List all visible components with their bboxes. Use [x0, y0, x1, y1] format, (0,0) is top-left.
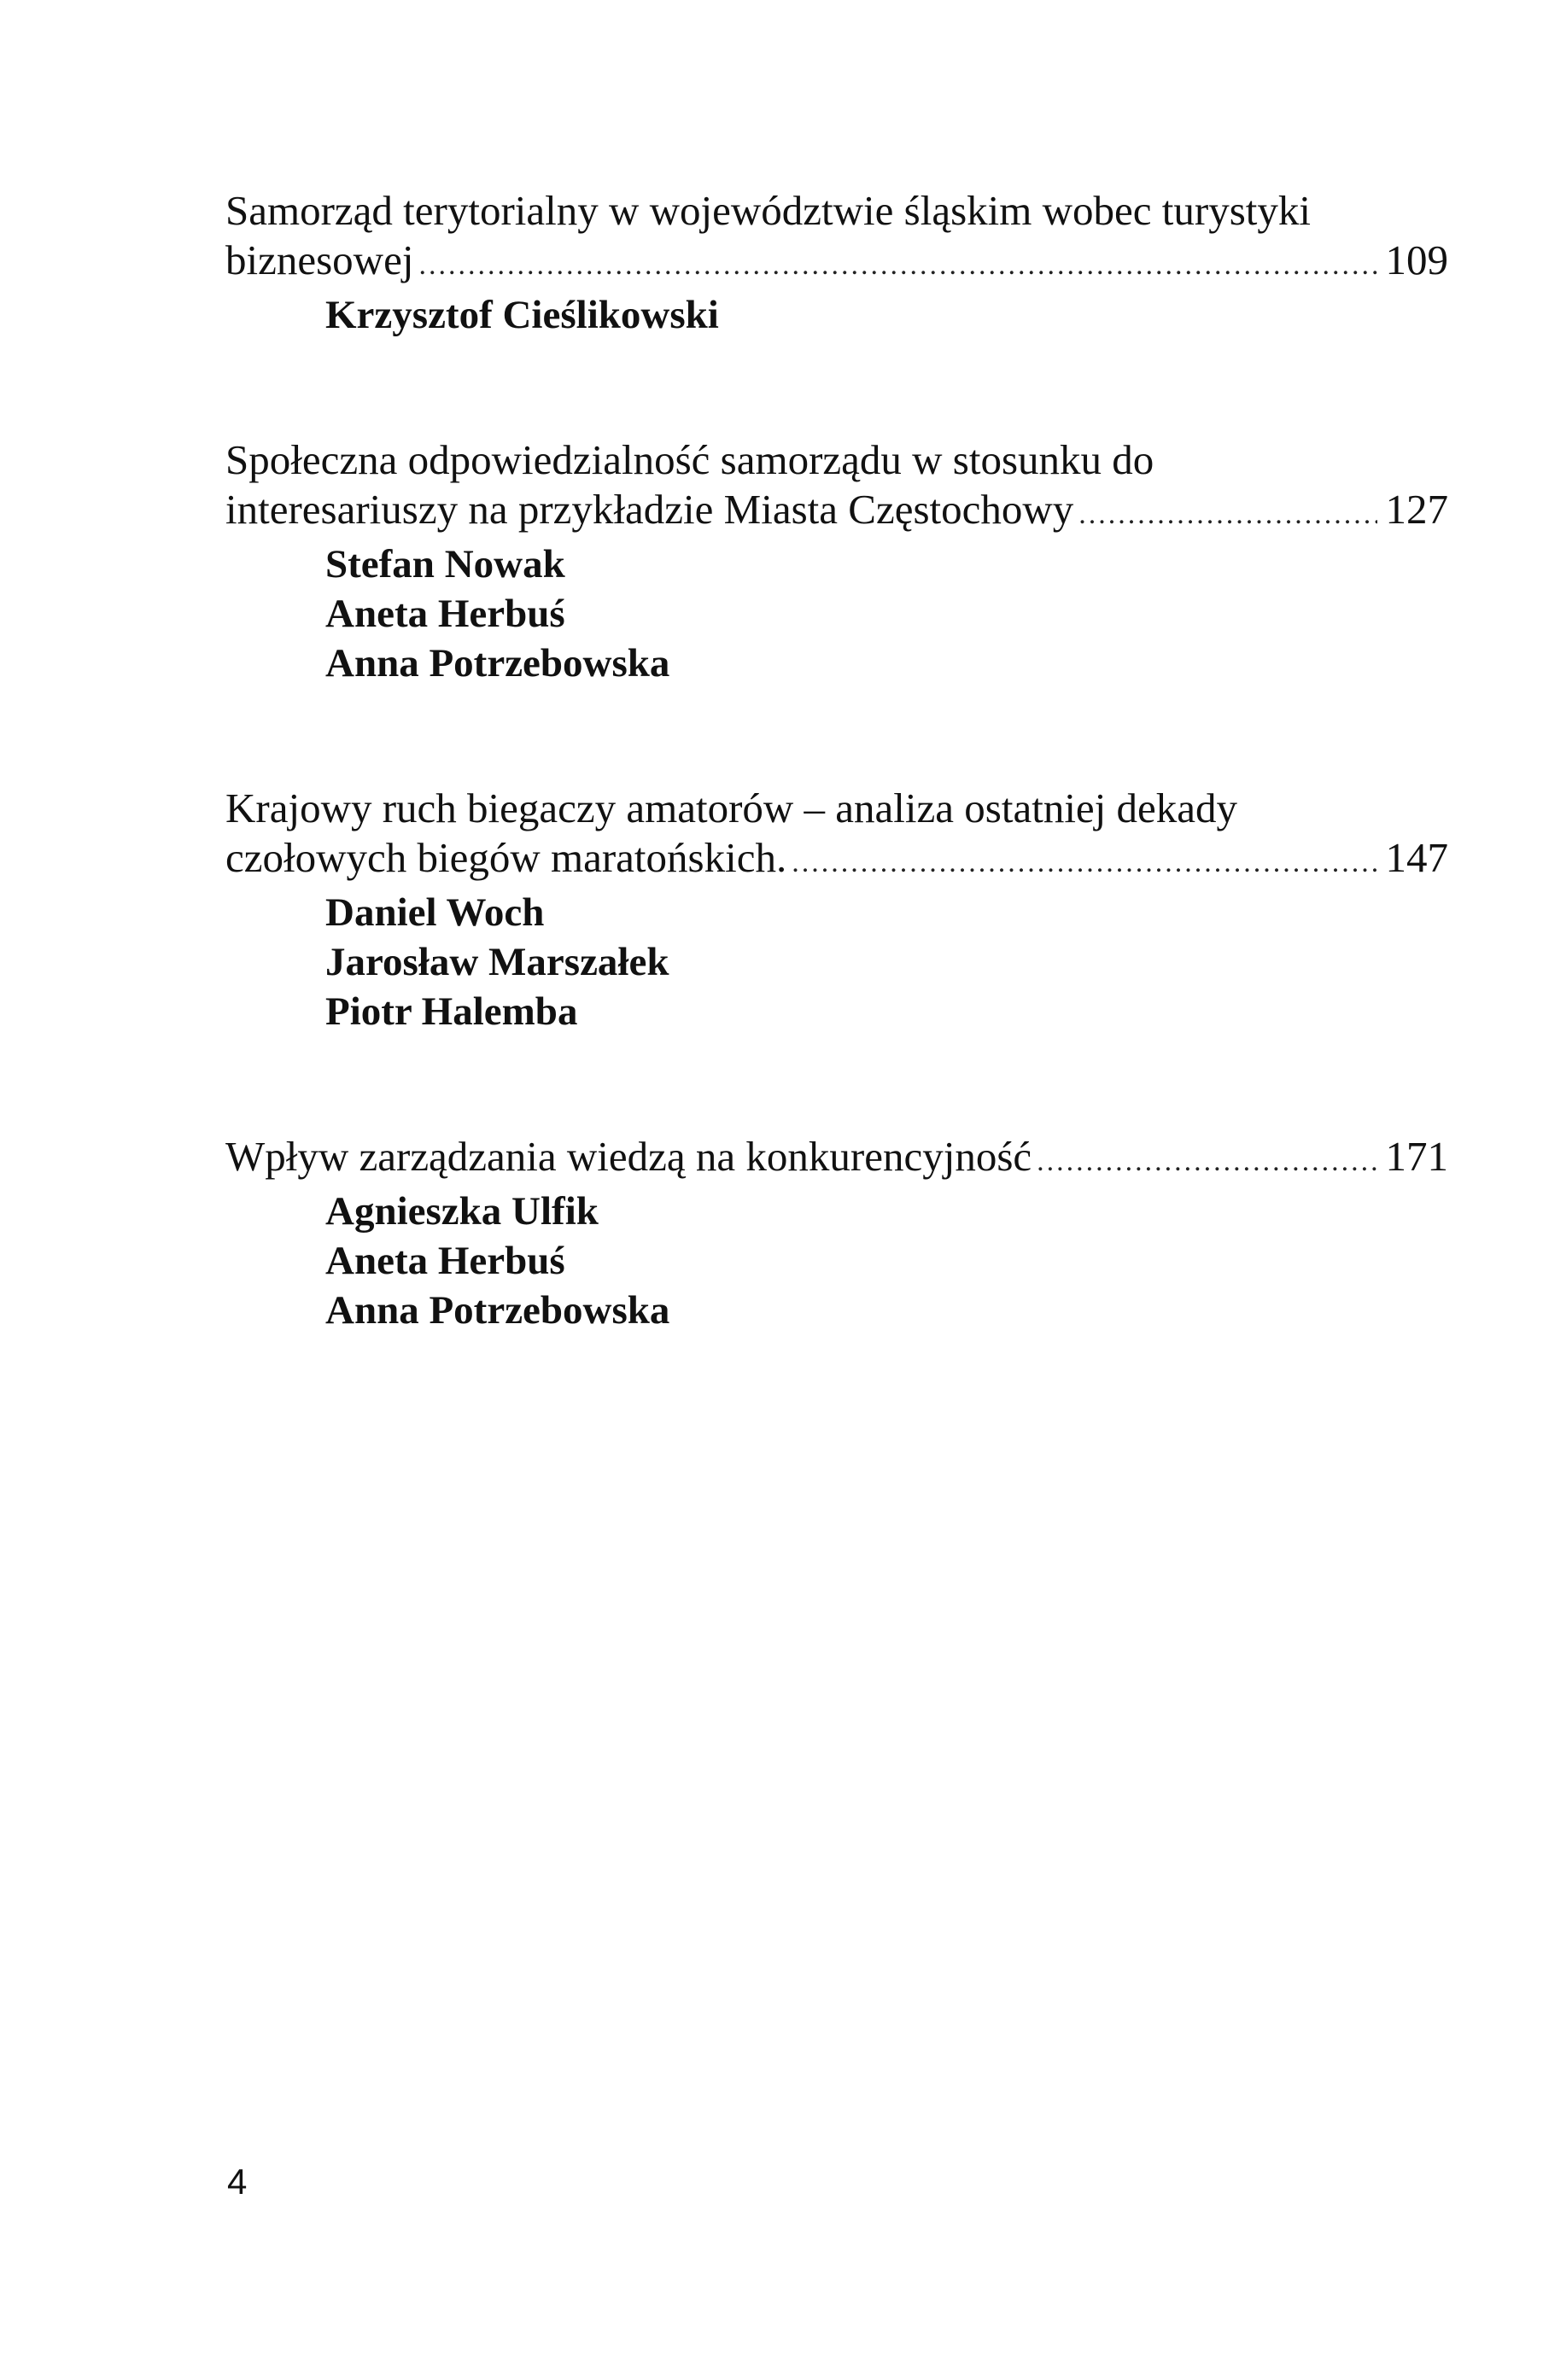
author-name: Anna Potrzebowska	[325, 641, 670, 685]
author-name: Aneta Herbuś	[325, 592, 565, 636]
toc-entry-page: 127	[1385, 486, 1448, 533]
author-name: Krzysztof Cieślikowski	[325, 293, 719, 337]
dot-leader	[1037, 1137, 1376, 1187]
author-name: Daniel Woch	[325, 890, 545, 935]
toc-entry-title-end: biznesowej	[225, 236, 414, 283]
toc-entry-authors	[325, 888, 1448, 1036]
toc-entry-title: Krajowy ruch biegaczy amatorów – analiza ostatniej dekady	[225, 785, 1238, 831]
toc-entry-title: Społeczna odpowiedzialność samorządu w stosunku do	[225, 436, 1154, 483]
toc-entry-last-line	[225, 236, 1448, 290]
toc-entry-title: Samorząd terytorialny w województwie śląskim wobec turystyki	[225, 187, 1311, 234]
toc-entry-last-line	[225, 833, 1448, 888]
toc-entry-page: 171	[1385, 1133, 1448, 1180]
toc-entry-last-line	[225, 1132, 1448, 1187]
dot-leader	[1078, 490, 1376, 540]
author-name: Jarosław Marszałek	[325, 940, 669, 984]
author-name: Piotr Halemba	[325, 989, 578, 1034]
dot-leader	[792, 838, 1376, 888]
page-number: 4	[227, 2161, 248, 2202]
toc-entry	[225, 784, 1448, 1036]
toc-entry-authors	[325, 1187, 1448, 1335]
toc-entry-title-end: interesariuszy na przykładzie Miasta Częstochowy	[225, 486, 1074, 533]
table-of-contents	[225, 186, 1448, 1335]
toc-entry	[225, 1132, 1448, 1335]
toc-entry-title-end: Wpływ zarządzania wiedzą na konkurencyjność	[225, 1133, 1032, 1180]
toc-entry-page: 109	[1385, 236, 1448, 283]
toc-entry-page: 147	[1385, 834, 1448, 881]
toc-entry-last-line	[225, 485, 1448, 540]
toc-entry-title-end: czołowych biegów maratońskich.	[225, 834, 787, 881]
author-name: Agnieszka Ulfik	[325, 1189, 599, 1234]
toc-entry	[225, 186, 1448, 340]
author-name: Stefan Nowak	[325, 542, 565, 586]
toc-entry-authors	[325, 540, 1448, 688]
author-name: Aneta Herbuś	[325, 1239, 565, 1283]
author-name: Anna Potrzebowska	[325, 1288, 670, 1333]
toc-entry-authors	[325, 290, 1448, 340]
toc-entry	[225, 435, 1448, 688]
dot-leader	[418, 241, 1376, 290]
